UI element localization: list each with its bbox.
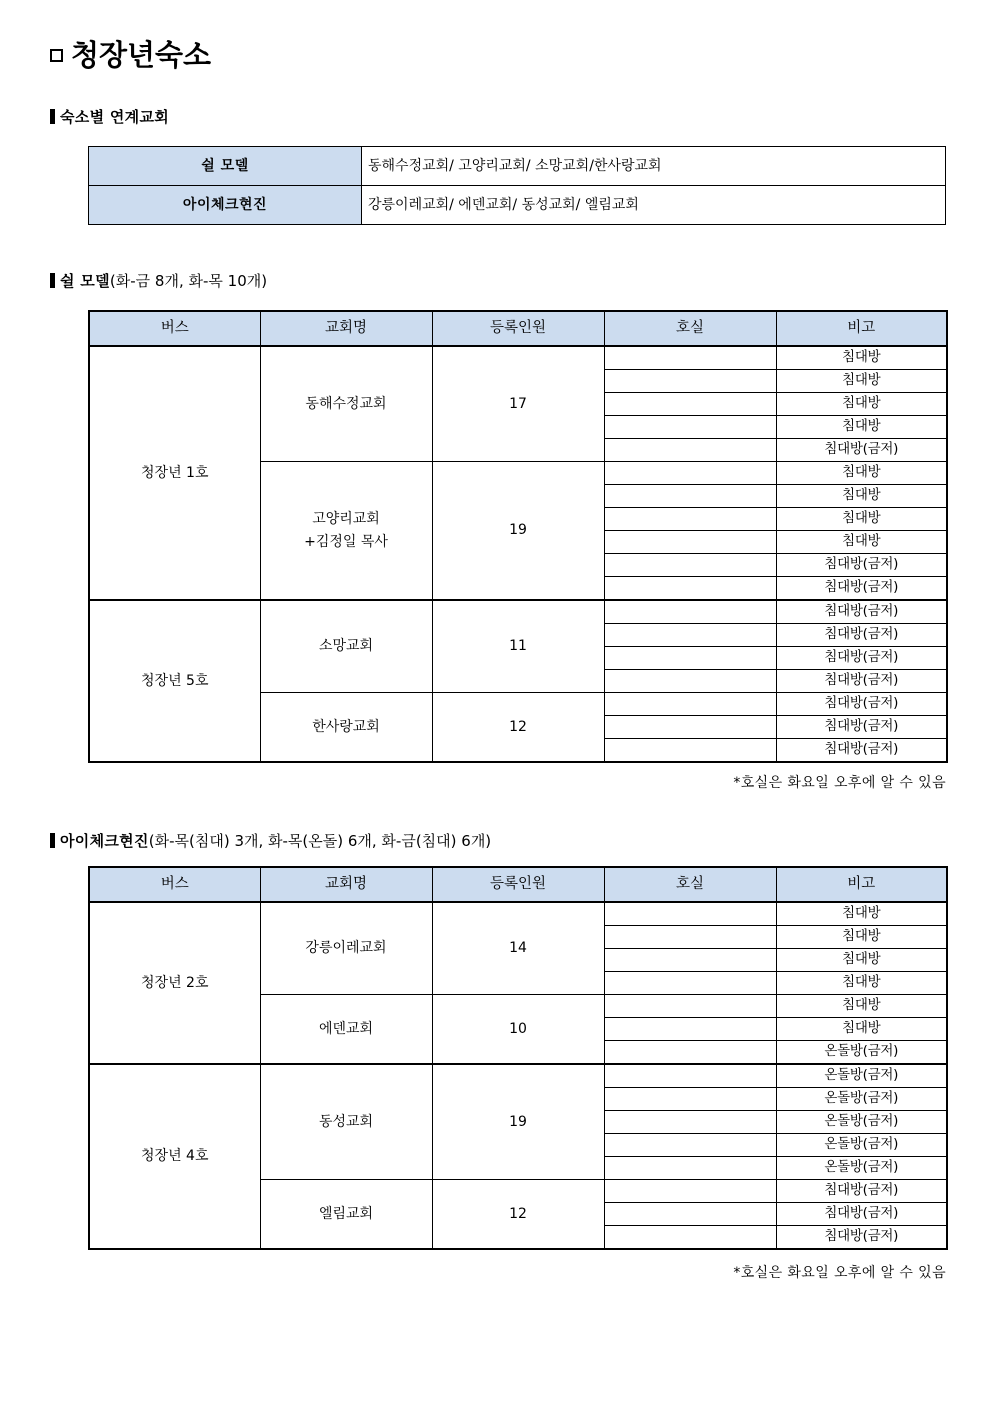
church-name-line2: +김정일 목사 bbox=[304, 533, 388, 550]
remark-cell: 침대방(금저) bbox=[776, 439, 947, 462]
room-number-cell[interactable] bbox=[604, 739, 776, 763]
room-number-cell[interactable] bbox=[604, 902, 776, 926]
remark-cell: 침대방 bbox=[776, 949, 947, 972]
column-header-bus: 버스 bbox=[89, 867, 260, 902]
remark-cell: 침대방 bbox=[776, 1018, 947, 1041]
room-number-cell[interactable] bbox=[604, 647, 776, 670]
church-name-cell bbox=[260, 1064, 432, 1180]
church-name-line1: 고양리교회 bbox=[312, 511, 380, 528]
room-number-cell[interactable] bbox=[604, 670, 776, 693]
church-name-cell bbox=[260, 693, 432, 763]
room-number-cell[interactable] bbox=[604, 346, 776, 370]
table-body bbox=[89, 902, 947, 1249]
section-heading-link-text: 숙소별 연계교회 bbox=[60, 108, 170, 126]
remark-cell: 온돌방(금저) bbox=[776, 1111, 947, 1134]
room-number-cell[interactable] bbox=[604, 439, 776, 462]
column-header-note: 비고 bbox=[776, 311, 947, 346]
table-body bbox=[89, 346, 947, 762]
table-header bbox=[89, 311, 947, 346]
remark-cell: 온돌방(금저) bbox=[776, 1088, 947, 1111]
table-header-row bbox=[89, 311, 947, 346]
room-number-cell[interactable] bbox=[604, 693, 776, 716]
remark-cell: 침대방 bbox=[776, 926, 947, 949]
lodging-name-shil: 쉴 모델 bbox=[89, 147, 362, 186]
church-name-cell bbox=[260, 902, 432, 995]
section-heading-link bbox=[50, 108, 169, 126]
remark-cell: 침대방(금저) bbox=[776, 600, 947, 624]
church-name-line1: 엘림교회 bbox=[318, 1205, 374, 1222]
room-number-cell[interactable] bbox=[604, 462, 776, 485]
table-row bbox=[89, 600, 947, 624]
remark-cell: 침대방(금저) bbox=[776, 624, 947, 647]
square-bullet-icon bbox=[50, 49, 63, 62]
remark-cell: 침대방(금저) bbox=[776, 670, 947, 693]
lodging-name-icheck: 아이체크현진 bbox=[89, 186, 362, 225]
remark-cell: 침대방(금저) bbox=[776, 739, 947, 763]
column-header-count: 등록인원 bbox=[432, 867, 604, 902]
remark-cell: 침대방 bbox=[776, 370, 947, 393]
remark-cell: 침대방 bbox=[776, 508, 947, 531]
room-number-cell[interactable] bbox=[604, 624, 776, 647]
room-number-cell[interactable] bbox=[604, 416, 776, 439]
church-name-cell bbox=[260, 346, 432, 462]
bus-name-cell: 청장년 5호 bbox=[89, 600, 260, 762]
remark-cell: 침대방 bbox=[776, 416, 947, 439]
section-heading-icheck-name: 아이체크현진 bbox=[60, 832, 149, 850]
bus-name-cell: 청장년 4호 bbox=[89, 1064, 260, 1249]
room-number-cell[interactable] bbox=[604, 1041, 776, 1065]
room-number-cell[interactable] bbox=[604, 370, 776, 393]
bus-name-cell: 청장년 1호 bbox=[89, 346, 260, 600]
remark-cell: 온돌방(금저) bbox=[776, 1157, 947, 1180]
room-number-cell[interactable] bbox=[604, 1203, 776, 1226]
remark-cell: 침대방 bbox=[776, 995, 947, 1018]
room-number-cell[interactable] bbox=[604, 995, 776, 1018]
church-name-line1: 에덴교회 bbox=[318, 1020, 374, 1037]
registered-count-cell: 17 bbox=[432, 346, 604, 462]
remark-cell: 온돌방(금저) bbox=[776, 1134, 947, 1157]
bar-bullet-icon bbox=[50, 273, 55, 288]
room-number-cell[interactable] bbox=[604, 508, 776, 531]
section-heading-icheck bbox=[50, 832, 491, 850]
registered-count-cell: 14 bbox=[432, 902, 604, 995]
column-header-church: 교회명 bbox=[260, 867, 432, 902]
table-row bbox=[89, 186, 946, 225]
linked-churches-shil: 동해수정교회/ 고양리교회/ 소망교회/한사랑교회 bbox=[362, 147, 946, 186]
room-number-cell[interactable] bbox=[604, 1226, 776, 1250]
room-number-cell[interactable] bbox=[604, 485, 776, 508]
room-number-cell[interactable] bbox=[604, 393, 776, 416]
linked-churches-icheck: 강릉이레교회/ 에덴교회/ 동성교회/ 엘림교회 bbox=[362, 186, 946, 225]
remark-cell: 온돌방(금저) bbox=[776, 1064, 947, 1088]
registered-count-cell: 19 bbox=[432, 462, 604, 601]
church-name-line1: 소망교회 bbox=[318, 638, 374, 655]
church-name-line1: 강릉이레교회 bbox=[305, 940, 387, 957]
church-name-line1: 동성교회 bbox=[318, 1113, 374, 1130]
table-row bbox=[89, 902, 947, 926]
church-name-cell bbox=[260, 462, 432, 601]
remark-cell: 침대방(금저) bbox=[776, 647, 947, 670]
remark-cell: 침대방 bbox=[776, 902, 947, 926]
room-number-cell[interactable] bbox=[604, 1064, 776, 1088]
church-name-cell bbox=[260, 600, 432, 693]
page-title-text: 청장년숙소 bbox=[71, 38, 212, 72]
church-name-cell bbox=[260, 995, 432, 1065]
remark-cell: 침대방(금저) bbox=[776, 1226, 947, 1250]
bus-name-cell: 청장년 2호 bbox=[89, 902, 260, 1064]
remark-cell: 침대방(금저) bbox=[776, 693, 947, 716]
column-header-room: 호실 bbox=[604, 867, 776, 902]
lodging-church-link-table bbox=[88, 146, 946, 225]
section-heading-shil-name: 쉴 모델 bbox=[60, 272, 110, 290]
church-name-line1: 한사랑교회 bbox=[312, 718, 380, 735]
remark-cell: 침대방(금저) bbox=[776, 1180, 947, 1203]
table-row bbox=[89, 1064, 947, 1088]
room-number-cell[interactable] bbox=[604, 1088, 776, 1111]
remark-cell: 침대방 bbox=[776, 485, 947, 508]
registered-count-cell: 12 bbox=[432, 1180, 604, 1250]
room-number-cell[interactable] bbox=[604, 1018, 776, 1041]
remark-cell: 침대방 bbox=[776, 393, 947, 416]
bar-bullet-icon bbox=[50, 833, 55, 848]
room-number-cell[interactable] bbox=[604, 531, 776, 554]
room-number-cell[interactable] bbox=[604, 716, 776, 739]
column-header-note: 비고 bbox=[776, 867, 947, 902]
table-row bbox=[89, 346, 947, 370]
column-header-bus: 버스 bbox=[89, 311, 260, 346]
room-number-cell[interactable] bbox=[604, 600, 776, 624]
column-header-room: 호실 bbox=[604, 311, 776, 346]
shil-model-assignment-table bbox=[88, 310, 948, 763]
room-number-cell[interactable] bbox=[604, 1180, 776, 1203]
registered-count-cell: 12 bbox=[432, 693, 604, 763]
remark-cell: 침대방 bbox=[776, 531, 947, 554]
remark-cell: 침대방 bbox=[776, 346, 947, 370]
table-header bbox=[89, 867, 947, 902]
room-number-cell[interactable] bbox=[604, 1157, 776, 1180]
registered-count-cell: 11 bbox=[432, 600, 604, 693]
icheck-hyunjin-assignment-table bbox=[88, 866, 948, 1250]
remark-cell: 침대방(금저) bbox=[776, 554, 947, 577]
church-name-line1: 동해수정교회 bbox=[305, 395, 387, 412]
room-number-cell[interactable] bbox=[604, 577, 776, 601]
footnote-shil: *호실은 화요일 오후에 알 수 있음 bbox=[733, 775, 946, 791]
remark-cell: 침대방(금저) bbox=[776, 716, 947, 739]
room-number-cell[interactable] bbox=[604, 1111, 776, 1134]
church-name-cell bbox=[260, 1180, 432, 1250]
room-number-cell[interactable] bbox=[604, 1134, 776, 1157]
column-header-church: 교회명 bbox=[260, 311, 432, 346]
section-heading-shil bbox=[50, 272, 267, 290]
remark-cell: 침대방(금저) bbox=[776, 577, 947, 601]
remark-cell: 침대방 bbox=[776, 462, 947, 485]
table-row bbox=[89, 147, 946, 186]
bar-bullet-icon bbox=[50, 109, 55, 124]
room-number-cell[interactable] bbox=[604, 972, 776, 995]
room-number-cell[interactable] bbox=[604, 949, 776, 972]
registered-count-cell: 10 bbox=[432, 995, 604, 1065]
footnote-icheck: *호실은 화요일 오후에 알 수 있음 bbox=[733, 1265, 946, 1281]
column-header-count: 등록인원 bbox=[432, 311, 604, 346]
remark-cell: 침대방(금저) bbox=[776, 1203, 947, 1226]
table-header-row bbox=[89, 867, 947, 902]
room-number-cell[interactable] bbox=[604, 926, 776, 949]
section-heading-icheck-sub: (화-목(침대) 3개, 화-목(온돌) 6개, 화-금(침대) 6개) bbox=[148, 832, 492, 850]
section-heading-shil-sub: (화-금 8개, 화-목 10개) bbox=[109, 272, 268, 290]
registered-count-cell: 19 bbox=[432, 1064, 604, 1180]
remark-cell: 온돌방(금저) bbox=[776, 1041, 947, 1065]
room-number-cell[interactable] bbox=[604, 554, 776, 577]
remark-cell: 침대방 bbox=[776, 972, 947, 995]
page-title bbox=[50, 40, 211, 72]
